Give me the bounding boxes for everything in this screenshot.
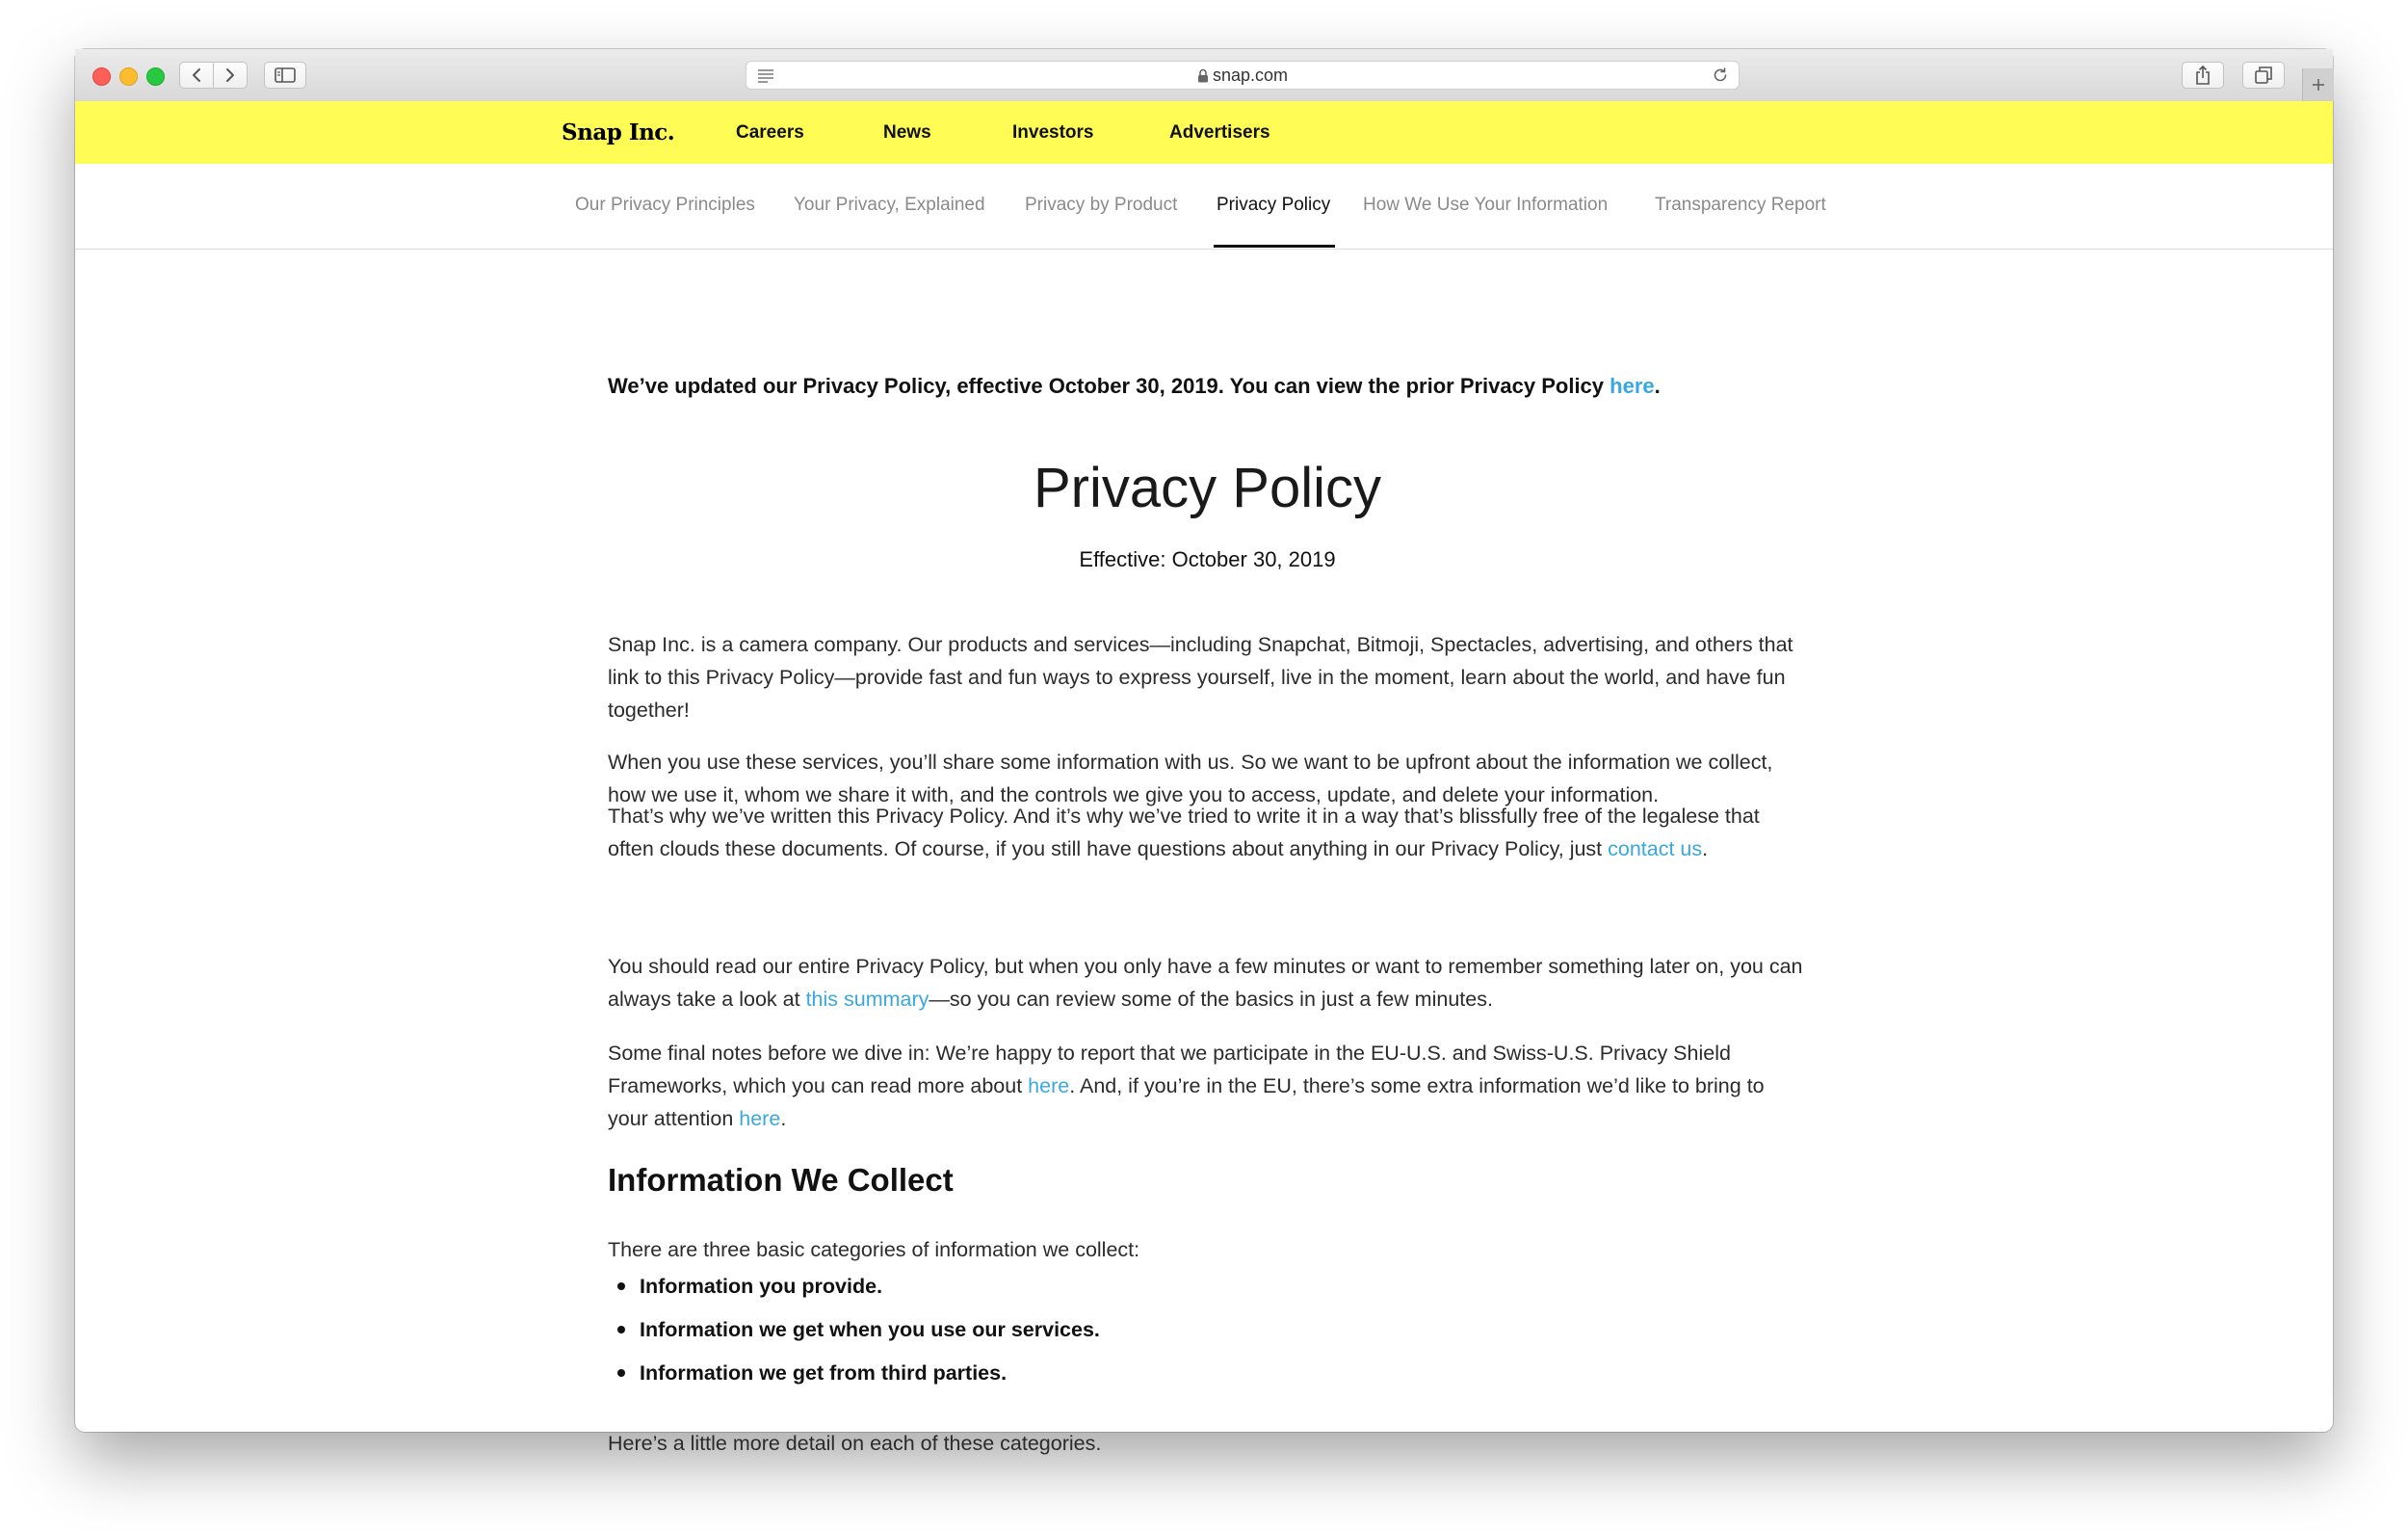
plus-icon	[2311, 77, 2326, 92]
address-bar[interactable]	[746, 61, 1740, 90]
chevron-left-icon	[191, 67, 202, 83]
reload-icon[interactable]	[1712, 66, 1729, 89]
url-label: snap.com	[1212, 66, 1289, 85]
nav-news[interactable]: News	[883, 122, 931, 143]
tab-privacy-policy[interactable]: Privacy Policy	[1217, 195, 1331, 215]
minimize-window-button[interactable]	[119, 67, 138, 86]
lock-icon	[1197, 64, 1209, 91]
upfront-paragraph: When you use these services, you’ll share some information with us. So we want to be upfront about the information we collect, how we use it, whom we share it with, and the controls we give you to access, update, and delete your information.	[608, 751, 1773, 806]
forward-button[interactable]	[213, 62, 248, 89]
categories-detail-intro: Here’s a little more detail on each of these categories.	[608, 1432, 1102, 1455]
page-title: Privacy Policy	[1034, 457, 1381, 519]
share-button[interactable]	[2182, 62, 2224, 89]
tab-overview-button[interactable]	[2242, 62, 2285, 89]
new-tab-button[interactable]	[2302, 68, 2334, 101]
sidebar-icon	[275, 67, 296, 83]
tabs-icon	[2254, 66, 2273, 85]
tab-your-privacy-explained[interactable]: Your Privacy, Explained	[794, 195, 985, 215]
list-item: Information we get when you use our services.	[608, 1313, 1100, 1357]
prior-policy-link[interactable]: here	[1610, 374, 1655, 398]
share-icon	[2194, 65, 2212, 86]
contact-us-link[interactable]: contact us	[1608, 837, 1703, 860]
sidebar-toggle-button[interactable]	[264, 62, 306, 89]
nav-investors[interactable]: Investors	[1012, 122, 1094, 143]
bullet-dot	[617, 1369, 625, 1377]
update-notice: We’ve updated our Privacy Policy, effective October 30, 2019. You can view the prior Privacy Policy here.	[608, 374, 1661, 398]
active-tab-indicator	[1214, 245, 1335, 248]
browser-window	[75, 49, 2333, 1455]
bullet-dot	[617, 1282, 625, 1290]
back-button[interactable]	[179, 62, 214, 89]
nav-careers[interactable]: Careers	[736, 122, 804, 143]
legalese-paragraph: That’s why we’ve written this Privacy Policy. And it’s why we’ve tried to write it in a way that’s blissfully free of the legalese that often clouds these documents. Of course, if you still have questions about anything in our Privacy Policy, just contact us.	[608, 805, 1760, 860]
effective-date: Effective: October 30, 2019	[1079, 547, 1336, 571]
tab-our-privacy-principles[interactable]: Our Privacy Principles	[575, 195, 755, 215]
categories-intro: There are three basic categories of information we collect:	[608, 1238, 1140, 1261]
this-summary-link[interactable]: this summary	[805, 988, 929, 1011]
bullet-dot	[617, 1326, 625, 1333]
summary-paragraph: You should read our entire Privacy Policy, but when you only have a few minutes or want to remember something later on, you can always take a look at this summary—so you can review some of the basics in just a few minutes.	[608, 955, 1803, 1011]
information-we-collect-heading: Information We Collect	[608, 1162, 954, 1198]
privacy-shield-here-link[interactable]: here	[1028, 1074, 1070, 1097]
tab-privacy-by-product[interactable]: Privacy by Product	[1025, 195, 1178, 215]
browser-toolbar	[75, 49, 2333, 102]
privacy-subnav	[75, 164, 2333, 250]
eu-info-here-link[interactable]: here	[739, 1107, 781, 1130]
list-item: Information we get from third parties.	[608, 1357, 1100, 1400]
site-header	[75, 101, 2333, 164]
intro-paragraph: Snap Inc. is a camera company. Our products and services—including Snapchat, Bitmoji, Spectacles, advertising, and others that link to this Privacy Policy—provide fast and fun ways to express yourself, live in the moment, learn about the world, and have fun together!	[608, 633, 1793, 722]
nav-advertisers[interactable]: Advertisers	[1169, 122, 1270, 143]
zoom-window-button[interactable]	[146, 67, 165, 86]
url-text[interactable]	[746, 62, 1739, 89]
snap-logo[interactable]: Snap Inc.	[562, 119, 675, 145]
list-item: Information you provide.	[608, 1270, 1100, 1313]
tab-how-we-use-your-information[interactable]: How We Use Your Information	[1363, 195, 1609, 215]
chevron-right-icon	[224, 67, 236, 83]
tab-transparency-report[interactable]: Transparency Report	[1655, 195, 1826, 215]
privacy-shield-paragraph: Some final notes before we dive in: We’re happy to report that we participate in the EU-U.S. and Swiss-U.S. Privacy Shield Frameworks, which you can read more about here. And, if you’re in the EU, there’s some extra information we’d like to bring to your attention here.	[608, 1042, 1765, 1130]
categories-list	[608, 1270, 1100, 1400]
close-window-button[interactable]	[92, 67, 111, 86]
